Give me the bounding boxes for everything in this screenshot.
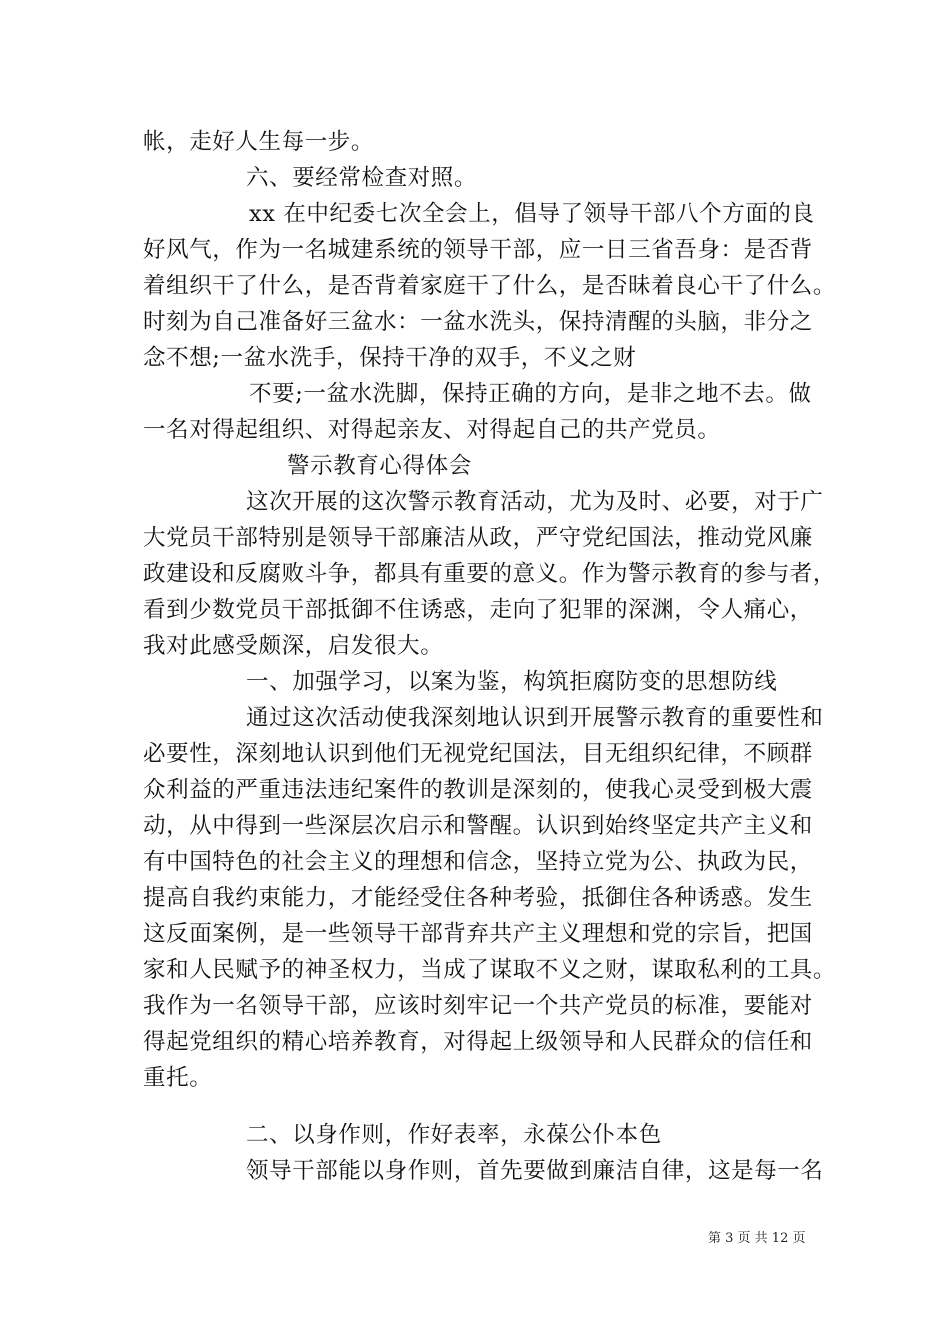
text-line: 家和人民赋予的神圣权力，当成了谋取不义之财，谋取私利的工具。 <box>143 957 837 983</box>
page-number: 第 3 页 共 12 页 <box>708 1231 806 1246</box>
text-line: 帐，走好人生每一步。 <box>143 129 375 155</box>
text-line: 不要;一盆水洗脚，保持正确的方向，是非之地不去。做 <box>249 381 812 407</box>
text-line: 重托。 <box>143 1065 213 1091</box>
text-line: 众利益的严重违法违纪案件的教训是深刻的，使我心灵受到极大震 <box>143 777 813 803</box>
text-line: 念不想;一盆水洗手，保持干净的双手，不义之财 <box>143 345 637 371</box>
text-line: 大党员干部特别是领导干部廉洁从政，严守党纪国法，推动党风廉 <box>143 525 813 551</box>
text-line: 一名对得起组织、对得起亲友、对得起自己的共产党员。 <box>143 417 721 443</box>
text-line: 这次开展的这次警示教育活动，尤为及时、必要，对于广 <box>246 489 824 515</box>
text-line: 好风气，作为一名城建系统的领导干部，应一日三省吾身：是否背 <box>143 237 813 263</box>
section-heading: 二、以身作则，作好表率，永葆公仆本色 <box>246 1122 662 1148</box>
text-line: 政建设和反腐败斗争，都具有重要的意义。作为警示教育的参与者， <box>143 561 837 587</box>
section-heading: 一、加强学习，以案为鉴，构筑拒腐防变的思想防线 <box>246 669 778 695</box>
text-line: 时刻为自己准备好三盆水：一盆水洗头，保持清醒的头脑，非分之 <box>143 309 813 335</box>
text-line: 通过这次活动使我深刻地认识到开展警示教育的重要性和 <box>246 705 824 731</box>
text-line: 看到少数党员干部抵御不住诱惑，走向了犯罪的深渊，令人痛心， <box>143 597 813 623</box>
section-heading: 六、要经常检查对照。 <box>246 165 478 191</box>
text-line: 着组织干了什么，是否背着家庭干了什么，是否昧着良心干了什么。 <box>143 273 837 299</box>
text-line: 领导干部能以身作则，首先要做到廉洁自律，这是每一名 <box>246 1158 824 1184</box>
text-line: 提高自我约束能力，才能经受住各种考验，抵御住各种诱惑。发生 <box>143 885 813 911</box>
text-line: 得起党组织的精心培养教育，对得起上级领导和人民群众的信任和 <box>143 1029 813 1055</box>
article-title: 警示教育心得体会 <box>287 453 472 479</box>
text-line: 动，从中得到一些深层次启示和警醒。认识到始终坚定共产主义和 <box>143 813 813 839</box>
text-line: 必要性，深刻地认识到他们无视党纪国法，目无组织纪律，不顾群 <box>143 741 813 767</box>
text-line: 有中国特色的社会主义的理想和信念，坚持立党为公、执政为民， <box>143 849 813 875</box>
text-line: 我对此感受颇深，启发很大。 <box>143 633 444 659</box>
text-line: 这反面案例，是一些领导干部背弃共产主义理想和党的宗旨，把国 <box>143 921 813 947</box>
text-line: xx 在中纪委七次全会上，倡导了领导干部八个方面的良 <box>249 201 815 227</box>
text-line: 我作为一名领导干部，应该时刻牢记一个共产党员的标准，要能对 <box>143 993 813 1019</box>
